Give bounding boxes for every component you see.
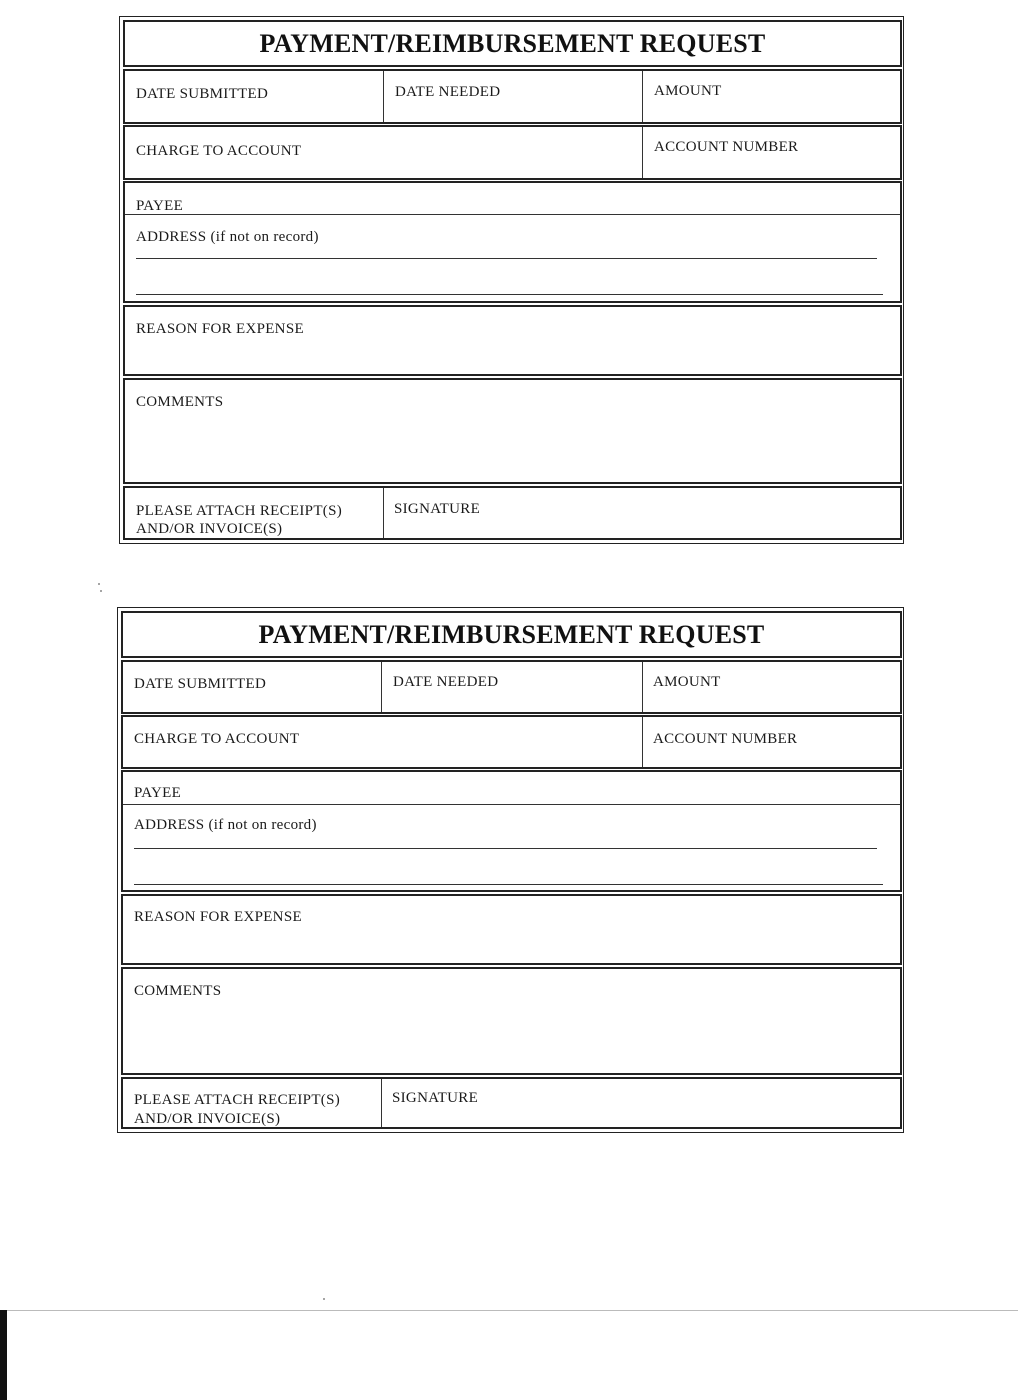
reason-for-expense-label: REASON FOR EXPENSE [136,321,304,337]
page-bottom-edge [0,1310,1018,1311]
scan-edge-strip [0,1310,7,1400]
date-needed-field[interactable] [381,662,642,712]
signature-field[interactable] [383,488,900,538]
date-needed-label: DATE NEEDED [395,84,501,100]
signature-label: SIGNATURE [392,1090,479,1106]
attach-receipts-line2: AND/OR INVOICE(S) [136,521,283,537]
date-submitted-field[interactable] [125,71,383,122]
amount-field[interactable] [642,662,900,712]
charge-to-account-field[interactable] [123,717,642,767]
payee-input[interactable] [203,772,900,804]
payee-divider [125,214,900,215]
form-title: PAYMENT/REIMBURSEMENT REQUEST [258,619,765,649]
dates-amount-row [121,660,902,714]
signature-label: SIGNATURE [394,501,481,517]
payee-label: PAYEE [134,785,182,801]
payee-label: PAYEE [136,198,184,214]
comments-label: COMMENTS [136,394,224,410]
reason-for-expense-field[interactable] [121,894,902,965]
form-title: PAYMENT/REIMBURSEMENT REQUEST [259,28,766,58]
address-label: ADDRESS (if not on record) [134,817,317,833]
amount-field[interactable] [642,71,900,122]
attach-receipts-line1: PLEASE ATTACH RECEIPT(S) [134,1092,341,1108]
address-label: ADDRESS (if not on record) [136,229,319,245]
date-submitted-label: DATE SUBMITTED [136,86,269,102]
request-form-1 [119,16,904,544]
attach-receipts-line1: PLEASE ATTACH RECEIPT(S) [136,503,343,519]
dates-amount-row [123,69,902,124]
signature-field[interactable] [381,1079,900,1127]
account-number-field[interactable] [642,717,900,767]
attach-signature-row [121,1077,902,1129]
scan-speck [98,583,100,585]
account-row [123,125,902,180]
amount-label: AMOUNT [653,674,721,690]
charge-to-account-field[interactable] [125,127,642,178]
comments-field[interactable] [123,378,902,484]
scan-speck [323,1298,325,1300]
payee-divider [123,804,900,805]
date-needed-label: DATE NEEDED [393,674,499,690]
date-submitted-label: DATE SUBMITTED [134,676,267,692]
attach-signature-row [123,486,902,540]
reason-for-expense-label: REASON FOR EXPENSE [134,909,302,925]
account-number-label: ACCOUNT NUMBER [653,731,798,747]
account-row [121,715,902,769]
account-number-field[interactable] [642,127,900,178]
reason-for-expense-field[interactable] [123,305,902,376]
attach-receipts-note [125,488,383,538]
charge-to-account-label: CHARGE TO ACCOUNT [136,143,302,159]
comments-field[interactable] [121,967,902,1075]
request-form-2 [117,607,904,1133]
payee-address-box [121,770,902,892]
account-number-label: ACCOUNT NUMBER [654,139,799,155]
date-submitted-field[interactable] [123,662,381,712]
attach-receipts-line2: AND/OR INVOICE(S) [134,1111,281,1127]
date-needed-field[interactable] [383,71,642,122]
address-line-2[interactable] [134,884,883,885]
address-line-2[interactable] [136,294,883,295]
payee-address-box [123,181,902,303]
form-title-box [121,611,902,658]
charge-to-account-label: CHARGE TO ACCOUNT [134,731,300,747]
attach-receipts-note [123,1079,381,1127]
address-line-1[interactable] [136,258,877,259]
payee-input[interactable] [205,183,900,214]
form-title-box [123,20,902,67]
address-line-1[interactable] [134,848,877,849]
scan-speck [100,590,102,592]
comments-label: COMMENTS [134,983,222,999]
amount-label: AMOUNT [654,83,722,99]
